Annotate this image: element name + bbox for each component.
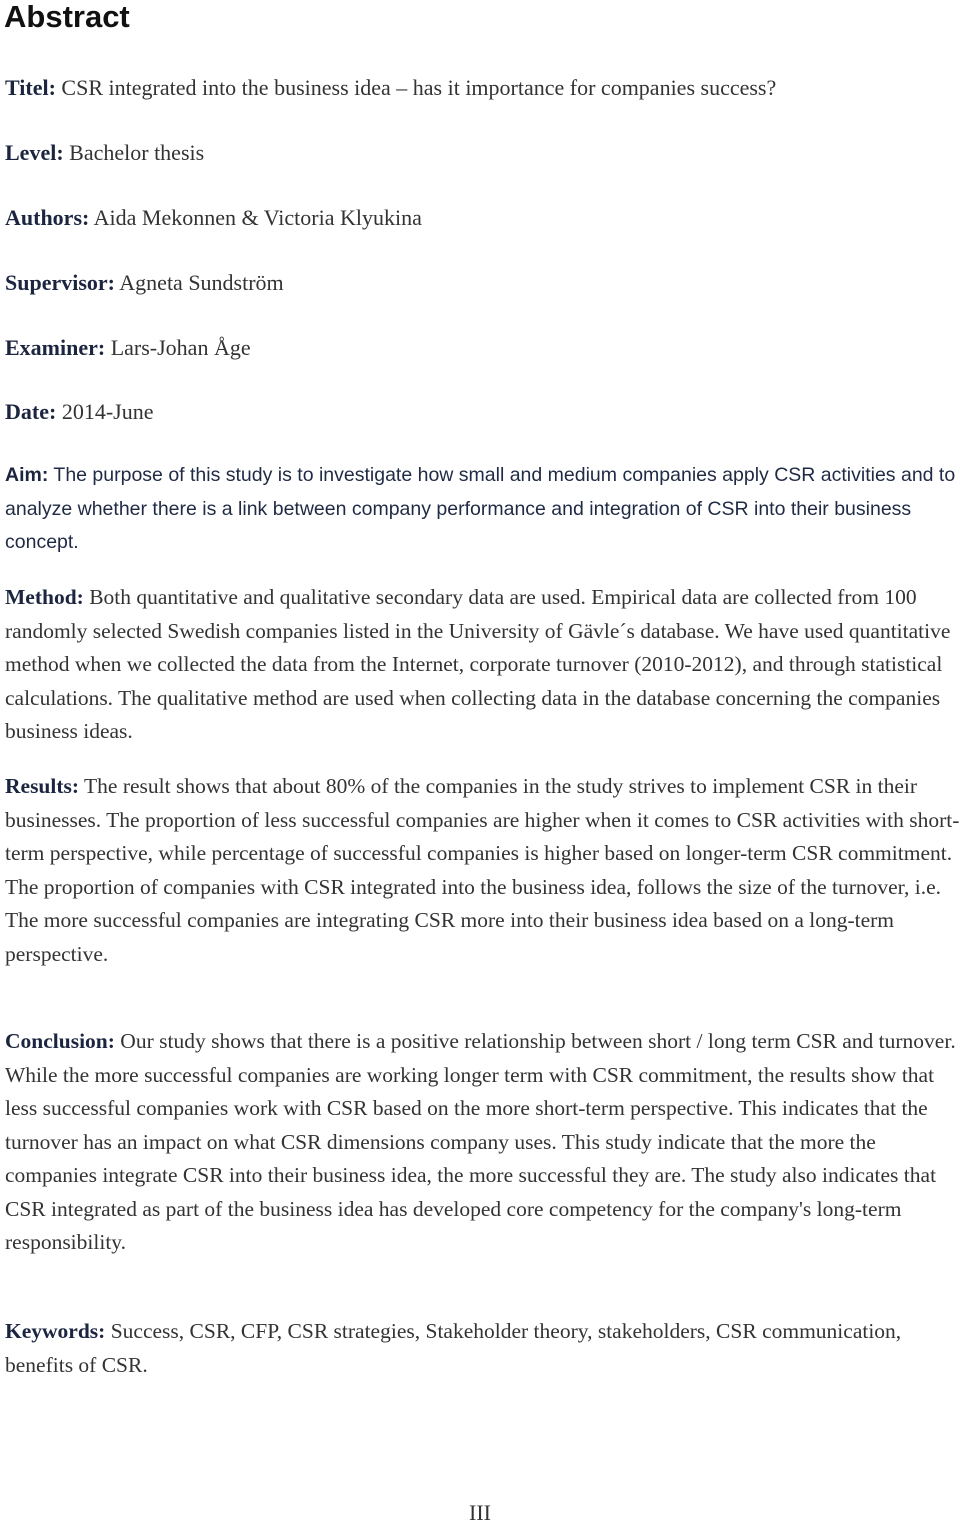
results-text: The result shows that about 80% of the companies in the study strives to implement CSR in their businesses. The proportion of less successful companies are higher when it comes to CSR activities with short-term perspective, while percentage of successful companies is higher based on longer-term CSR commitment. The proportion of companies with CSR integrated into the business idea, follows the size of the turnover, i.e. The more successful companies are integrating CSR more into their business idea based on a long-term perspective. xyxy=(5,774,960,966)
level-label: Level: xyxy=(5,140,64,165)
aim-label: Aim: xyxy=(5,464,49,486)
supervisor-line xyxy=(5,271,284,295)
conclusion-paragraph xyxy=(5,1025,960,1260)
examiner-line xyxy=(5,336,251,360)
keywords-text: Success, CSR, CFP, CSR strategies, Stakeholder theory, stakeholders, CSR communication, benefits of CSR. xyxy=(5,1319,902,1377)
level-value: Bachelor thesis xyxy=(63,140,205,165)
examiner-value: Lars-Johan Åge xyxy=(105,335,251,360)
results-label: Results: xyxy=(5,774,80,798)
method-text: Both quantitative and qualitative secondary data are used. Empirical data are collected from 100 randomly selected Swedish companies listed in the University of Gävle´s database. We have used quantitative method when we collected the data from the Internet, corporate turnover (2010-2012), and through statistical calculations. The qualitative method are used when collecting data in the database concerning the companies business ideas. xyxy=(5,585,951,743)
aim-paragraph xyxy=(5,459,960,560)
authors-value: Aida Mekonnen & Victoria Klyukina xyxy=(89,205,422,230)
examiner-label: Examiner: xyxy=(5,335,106,360)
abstract-heading: Abstract xyxy=(4,0,130,34)
date-label: Date: xyxy=(5,399,57,424)
results-paragraph xyxy=(5,770,960,971)
title-line xyxy=(5,76,776,100)
page-number: III xyxy=(469,1500,491,1525)
conclusion-label: Conclusion: xyxy=(5,1029,115,1053)
supervisor-value: Agneta Sundström xyxy=(115,270,284,295)
title-label: Titel: xyxy=(5,75,56,100)
supervisor-label: Supervisor: xyxy=(5,270,115,295)
level-line xyxy=(5,141,204,165)
keywords-label: Keywords: xyxy=(5,1319,106,1343)
aim-text: The purpose of this study is to investigate how small and medium companies apply CSR activities and to analyze whether there is a link between company performance and integration of CSR into their business concept. xyxy=(5,464,956,554)
keywords-paragraph xyxy=(5,1315,960,1382)
method-label: Method: xyxy=(5,585,84,609)
date-value: 2014-June xyxy=(56,399,154,424)
conclusion-text: Our study shows that there is a positive relationship between short / long term CSR and turnover. While the more successful companies are working longer term with CSR commitment, the results show that less successful companies work with CSR based on the more short-term perspective. This indicates that the turnover has an impact on what CSR dimensions company uses. This study indicate that the more the companies integrate CSR into their business idea, the more successful they are. The study also indicates that CSR integrated as part of the business idea has developed core competency for the company's long-term responsibility. xyxy=(5,1029,956,1254)
authors-line xyxy=(5,206,422,230)
title-value: CSR integrated into the business idea – has it importance for companies success? xyxy=(55,75,777,100)
authors-label: Authors: xyxy=(5,205,90,230)
method-paragraph xyxy=(5,581,960,749)
date-line xyxy=(5,400,153,424)
